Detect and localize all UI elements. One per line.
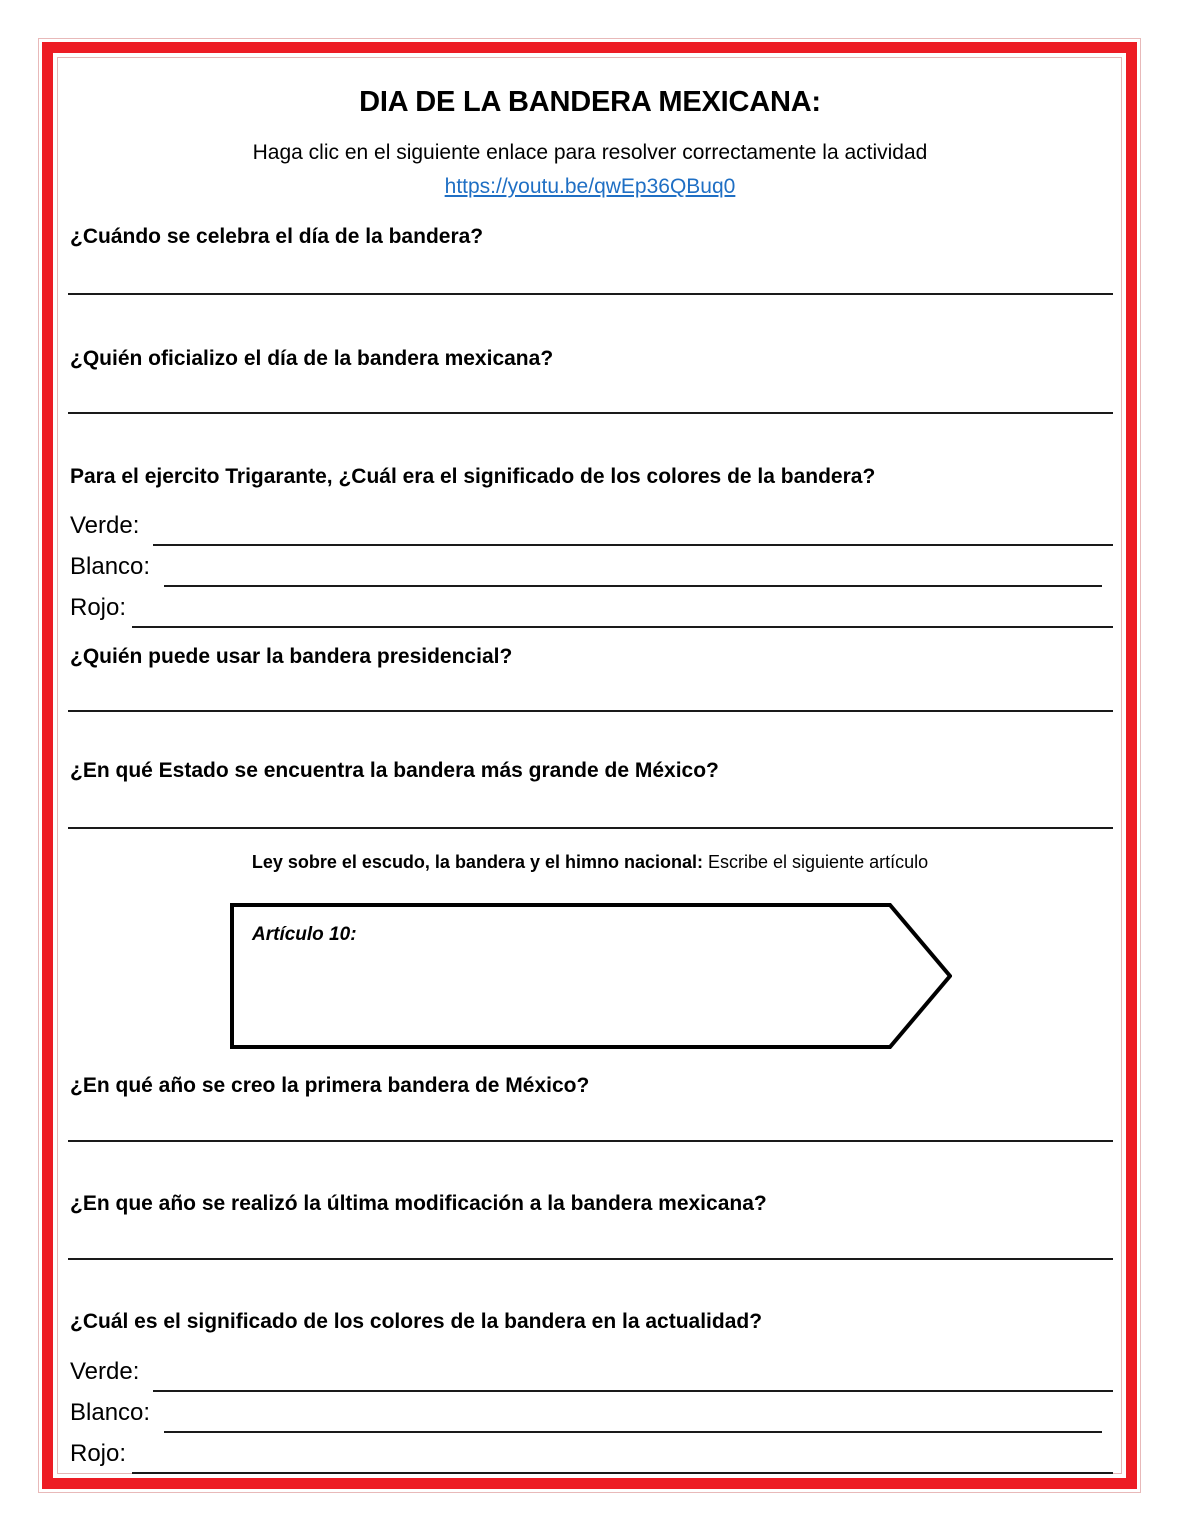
- actualidad-verde-label: Verde:: [70, 1358, 140, 1385]
- question-3: Para el ejercito Trigarante, ¿Cuál era el significado de los colores de la bandera?: [70, 465, 876, 488]
- actualidad-verde-line[interactable]: [153, 1390, 1113, 1392]
- question-7: ¿En que año se realizó la última modificación a la bandera mexicana?: [70, 1192, 767, 1215]
- trigarante-rojo-label: Rojo:: [70, 594, 127, 621]
- ley-heading-bold: Ley sobre el escudo, la bandera y el himno nacional:: [251, 852, 703, 872]
- articulo-arrow-box[interactable]: [230, 903, 952, 1049]
- question-5: ¿En qué Estado se encuentra la bandera más grande de México?: [70, 759, 719, 782]
- answer-line-7[interactable]: [68, 1258, 1113, 1260]
- trigarante-blanco-line[interactable]: [164, 585, 1102, 587]
- answer-line-2[interactable]: [68, 412, 1113, 414]
- actualidad-blanco-line[interactable]: [164, 1431, 1102, 1433]
- actualidad-blanco-label: Blanco:: [70, 1399, 151, 1426]
- question-1: ¿Cuándo se celebra el día de la bandera?: [70, 225, 484, 248]
- question-6: ¿En qué año se creo la primera bandera de México?: [70, 1074, 590, 1097]
- worksheet-content: [62, 62, 1118, 1469]
- answer-line-1[interactable]: [68, 293, 1113, 295]
- trigarante-blanco-label: Blanco:: [70, 553, 151, 580]
- articulo-label: Artículo 10:: [252, 924, 357, 945]
- actualidad-rojo-line[interactable]: [132, 1472, 1113, 1474]
- trigarante-verde-line[interactable]: [153, 544, 1113, 546]
- instruction-text: Haga clic en el siguiente enlace para resolver correctamente la actividad: [252, 141, 928, 164]
- answer-line-4[interactable]: [68, 710, 1113, 712]
- actualidad-rojo-label: Rojo:: [70, 1440, 127, 1467]
- page-title: DIA DE LA BANDERA MEXICANA:: [359, 86, 821, 118]
- question-4: ¿Quién puede usar la bandera presidencial?: [70, 645, 513, 668]
- answer-line-6[interactable]: [68, 1140, 1113, 1142]
- question-2: ¿Quién oficializo el día de la bandera mexicana?: [70, 347, 554, 370]
- video-link-row: [62, 175, 1118, 199]
- question-8: ¿Cuál es el significado de los colores de la bandera en la actualidad?: [70, 1310, 763, 1333]
- ley-heading-rest: Escribe el siguiente artículo: [703, 852, 929, 872]
- ley-heading: [62, 852, 1118, 873]
- trigarante-verde-label: Verde:: [70, 512, 140, 539]
- youtube-video-link[interactable]: https://youtu.be/qwEp36QBuq0: [444, 175, 736, 198]
- trigarante-rojo-line[interactable]: [132, 626, 1113, 628]
- answer-line-5[interactable]: [68, 827, 1113, 829]
